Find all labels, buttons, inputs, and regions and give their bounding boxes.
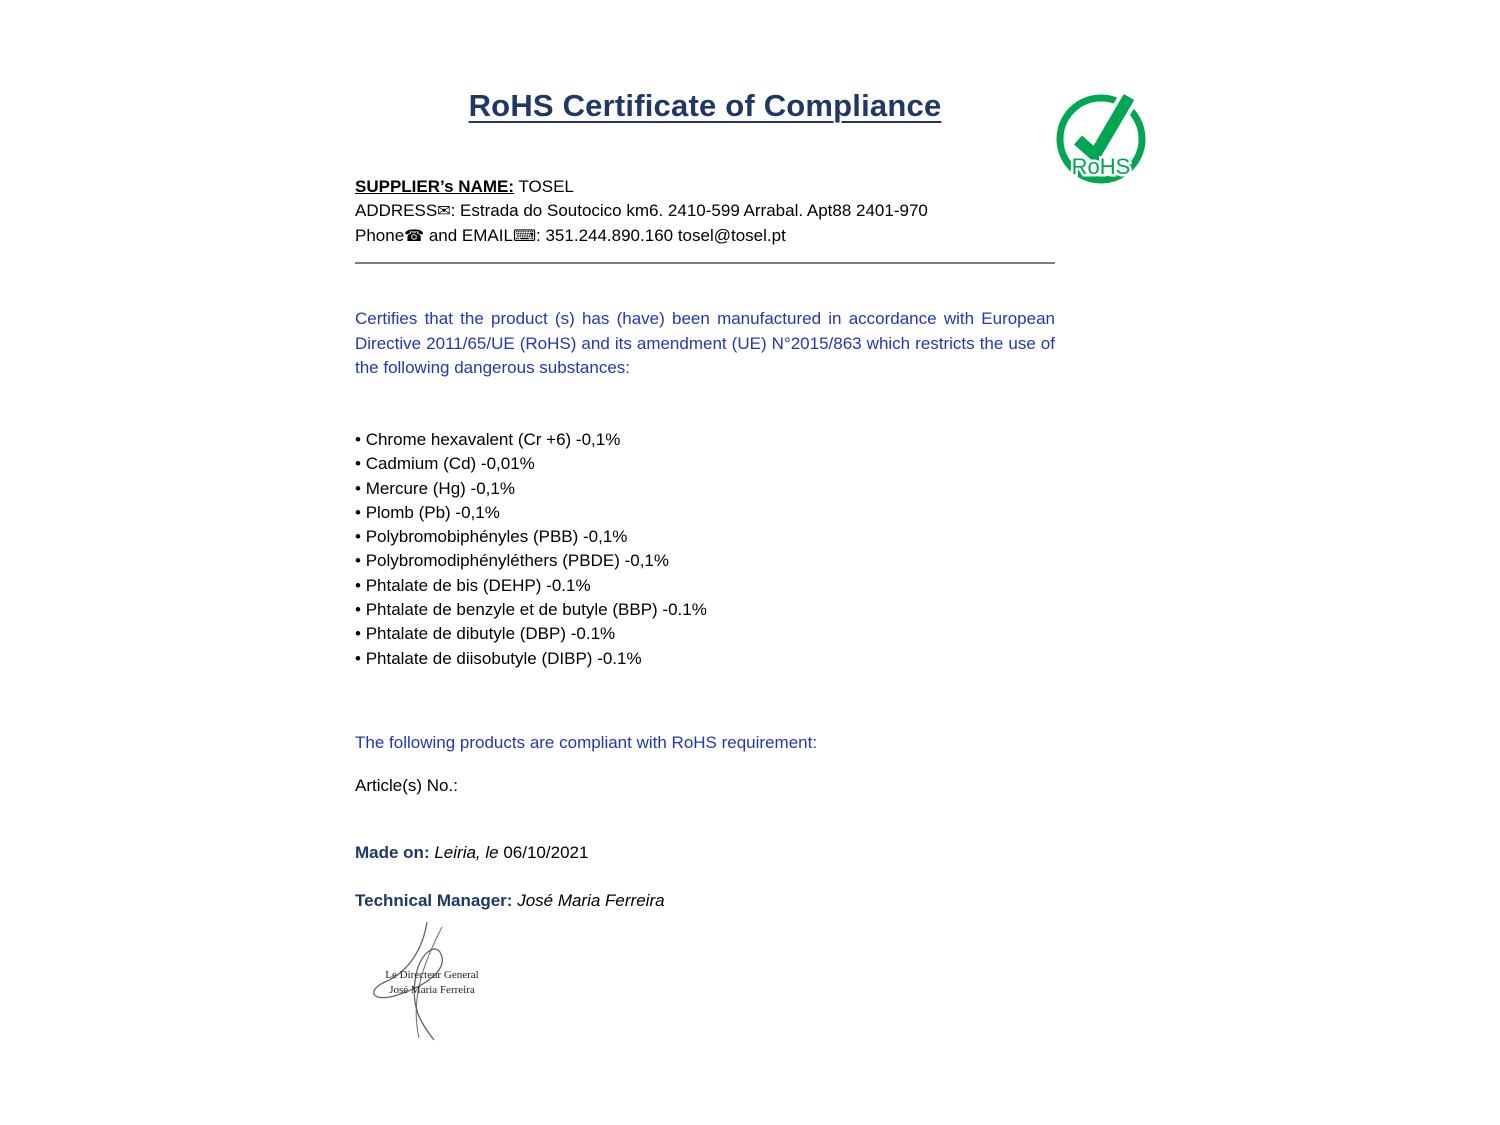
substance-item: • Phtalate de benzyle et de butyle (BBP) -0.1% [355, 598, 1055, 622]
rohs-logo-graphic [1052, 80, 1152, 190]
supplier-name-label: SUPPLIER’s NAME: [355, 177, 515, 196]
and-email-label: and EMAIL [424, 226, 513, 245]
signature-block [363, 918, 498, 1048]
substance-item: • Cadmium (Cd) -0,01% [355, 452, 1055, 476]
substance-item: • Phtalate de bis (DEHP) -0.1% [355, 574, 1055, 598]
substance-item: • Mercure (Hg) -0,1% [355, 477, 1055, 501]
computer-icon: ⌨ [512, 228, 537, 245]
article-number-label: Article(s) No.: [355, 776, 458, 795]
made-on-place: Leiria, le [434, 843, 499, 862]
address-value: : Estrada do Soutocico km6. 2410-599 Arrabal. Apt88 2401-970 [450, 201, 928, 220]
substance-item: • Polybromobiphényles (PBB) -0,1% [355, 525, 1055, 549]
substance-item: • Chrome hexavalent (Cr +6) -0,1% [355, 428, 1055, 452]
substances-list [355, 428, 1055, 671]
rohs-logo [1052, 80, 1152, 190]
substance-item: • Plomb (Pb) -0,1% [355, 501, 1055, 525]
substance-item: • Polybromodiphényléthers (PBDE) -0,1% [355, 549, 1055, 573]
made-on-line [355, 843, 1055, 863]
made-on-label: Made on: [355, 843, 430, 862]
certificate-title: RoHS Certificate of Compliance [468, 88, 942, 123]
substance-item: • Phtalate de diisobutyle (DIBP) -0.1% [355, 647, 1055, 671]
supplier-contact-line [355, 224, 1055, 249]
technical-manager-value: José Maria Ferreira [517, 891, 665, 910]
phone-icon: ☎ [404, 228, 425, 245]
address-label: ADDRESS [355, 201, 438, 220]
supplier-name-value: TOSEL [518, 177, 574, 196]
supplier-name-line [355, 175, 1055, 199]
technical-manager-label: Technical Manager: [355, 891, 513, 910]
logo-text: RoHS [1071, 154, 1131, 179]
horizontal-divider [355, 262, 1055, 264]
signature-caption [368, 968, 496, 998]
made-on-date: 06/10/2021 [503, 843, 589, 862]
phone-label: Phone [355, 226, 405, 245]
contact-value: : 351.244.890.160 tosel@tosel.pt [536, 226, 786, 245]
signature-caption-line1: Le Directeur General [385, 969, 479, 981]
supplier-block [355, 175, 1055, 249]
technical-manager-line [355, 891, 1055, 911]
substance-item: • Phtalate de dibutyle (DBP) -0.1% [355, 622, 1055, 646]
certifies-paragraph: Certifies that the product (s) has (have) been manufactured in accordance with European Directive 2011/65/UE (RoHS) and its amendment (UE) N°2015/863 which restricts the use of the following dangerous substances: [355, 309, 1055, 377]
supplier-address-line [355, 199, 1055, 224]
signature-caption-line2: José Maria Ferreira [389, 984, 475, 996]
compliance-statement: The following products are compliant with RoHS requirement: [355, 733, 818, 752]
envelope-icon: ✉ [437, 203, 451, 220]
